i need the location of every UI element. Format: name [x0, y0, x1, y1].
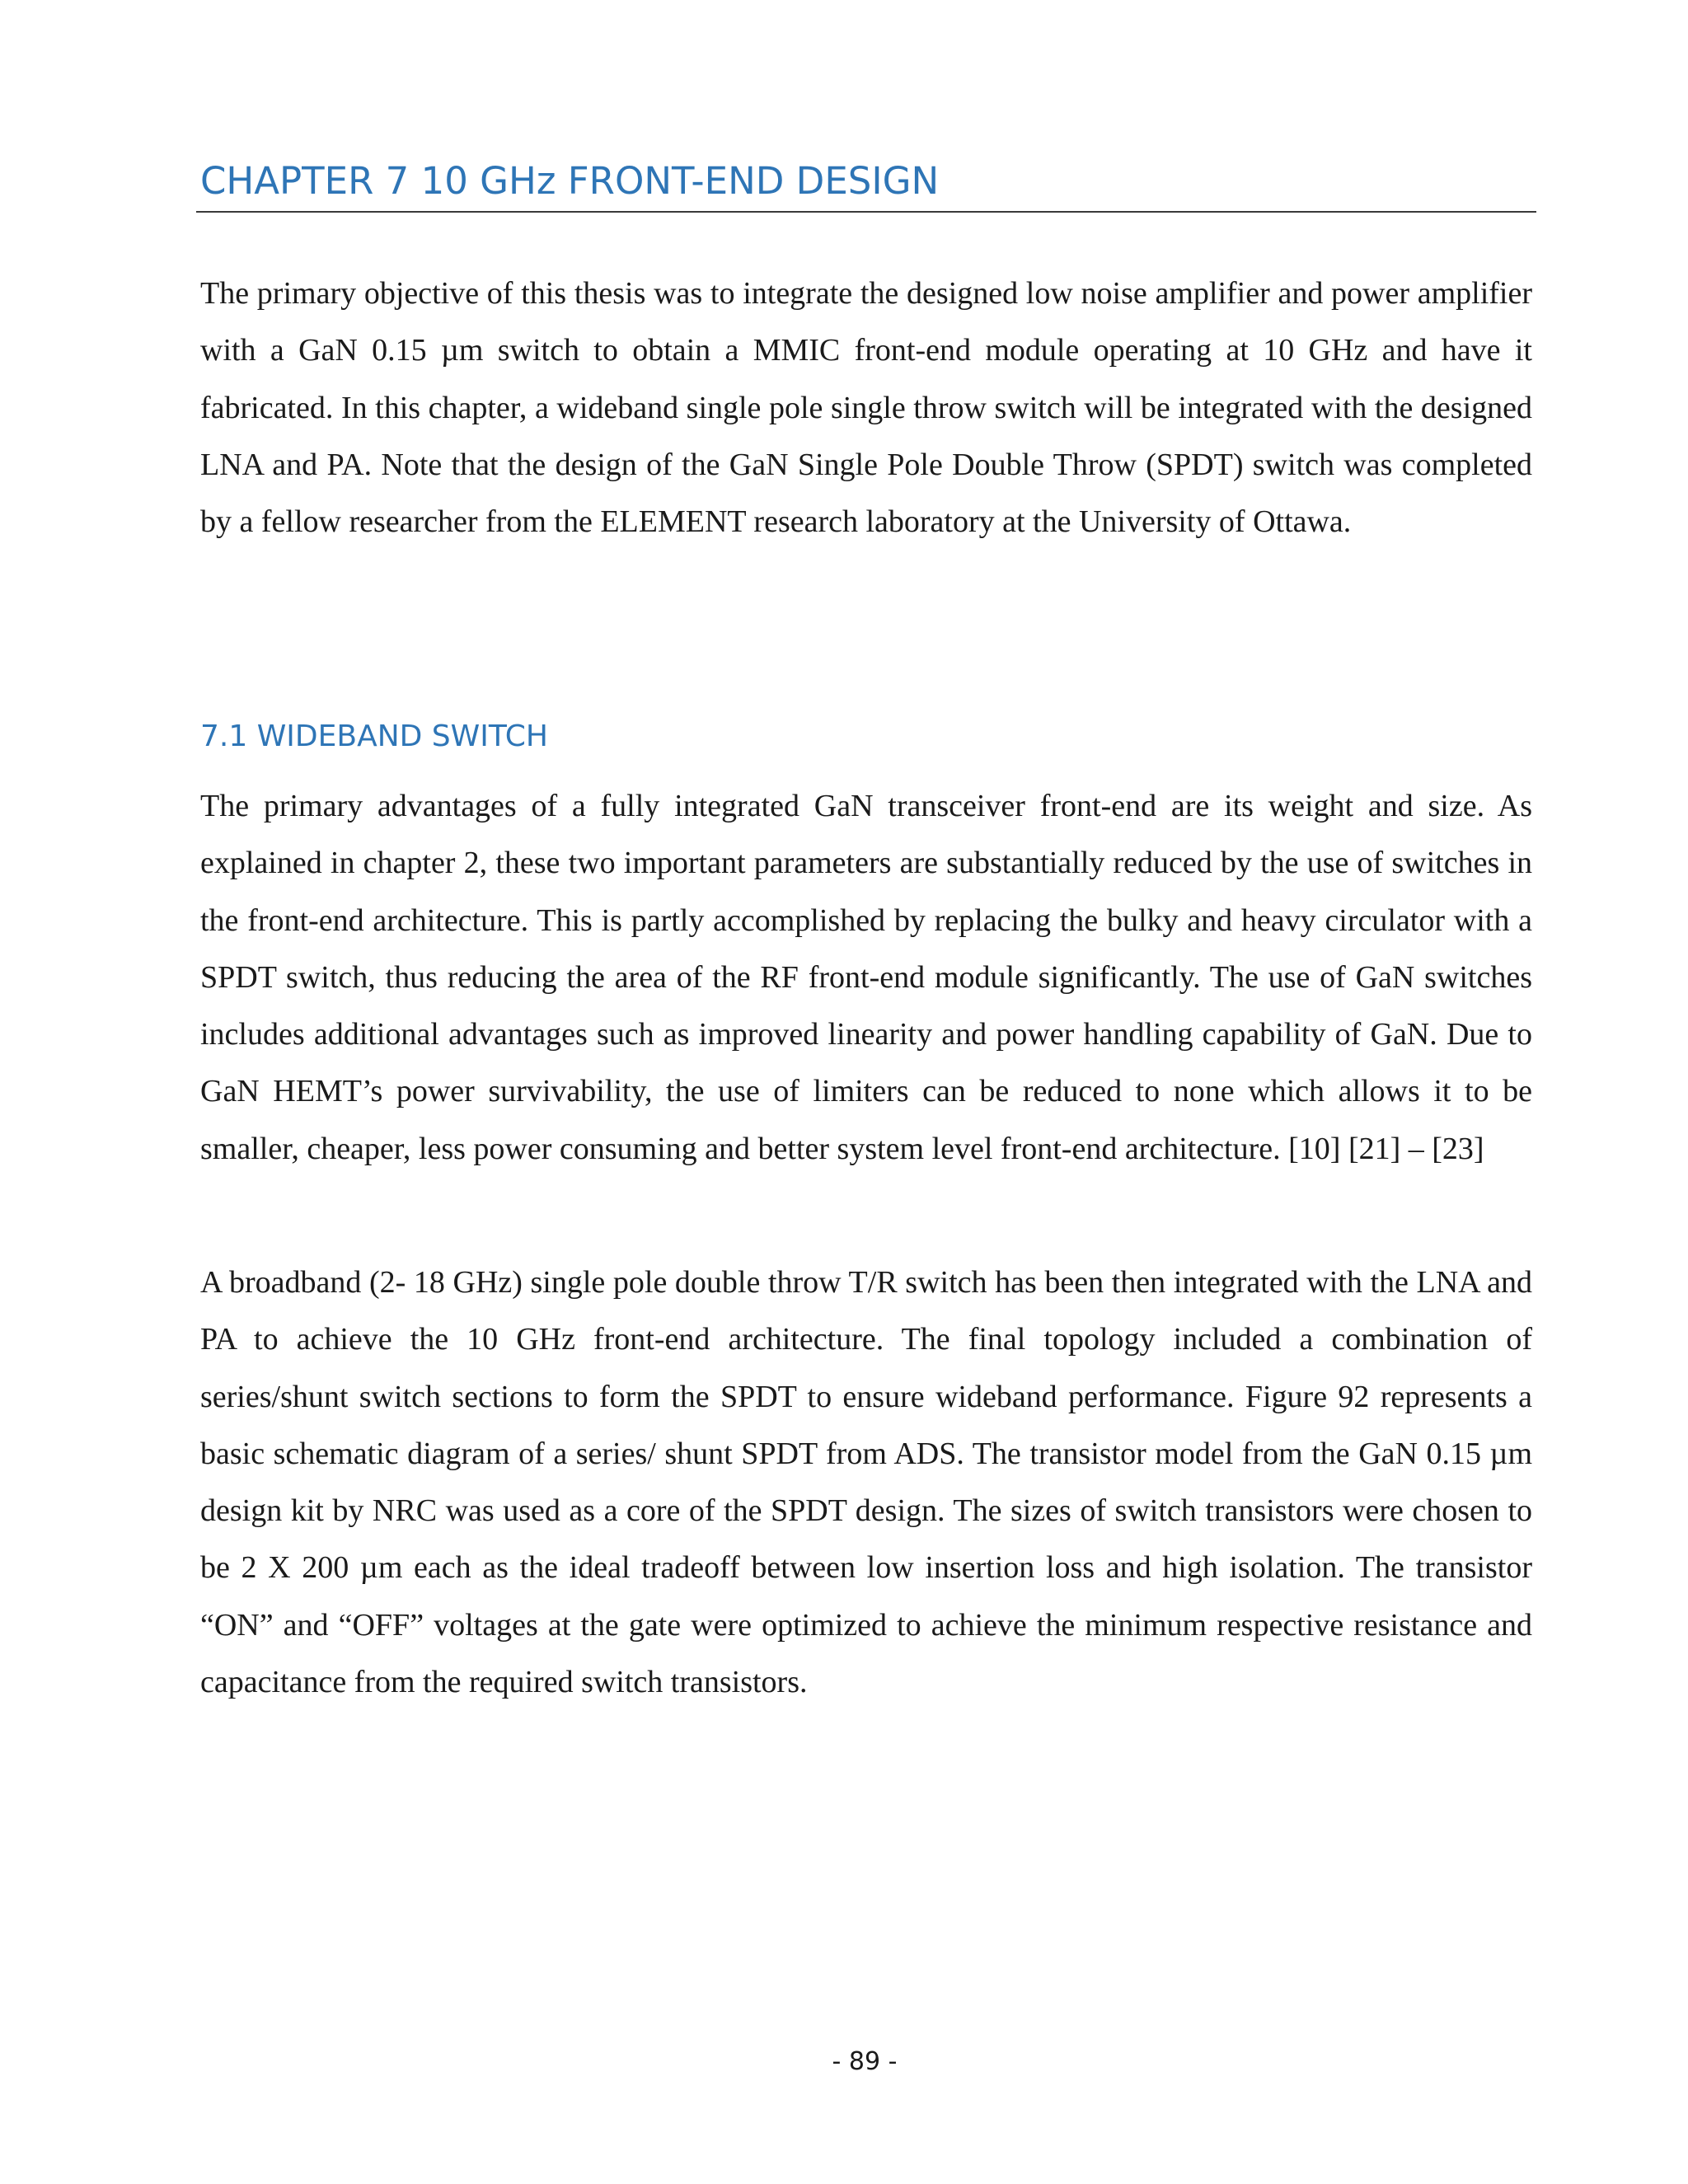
- chapter-title: CHAPTER 7 10 GHz FRONT-END DESIGN: [200, 159, 940, 203]
- section-heading: 7.1 WIDEBAND SWITCH: [200, 719, 548, 753]
- intro-paragraph: The primary objective of this thesis was to integrate the designed low noise amplifier and power amplifier with a GaN 0.15 µm switch to obtain a MMIC front-end module operating at 10 GHz and have it fabricated. In this chapter, a wideband single pole single throw switch will be integrated with the designed LNA and PA. Note that the design of the GaN Single Pole Double Throw (SPDT) switch was completed by a fellow researcher from the ELEMENT research laboratory at the University of Ottawa.: [200, 276, 1532, 540]
- page-number: - 89 -: [832, 2047, 898, 2076]
- section-paragraph-2: A broadband (2- 18 GHz) single pole double throw T/R switch has been then integrated with the LNA and PA to achieve the 10 GHz front-end architecture. The final topology included a combination of series/shunt switch sections to form the SPDT to ensure wideband performance. Figure 92 represents a basic schematic diagram of a series/ shunt SPDT from ADS. The transistor model from the GaN 0.15 µm design kit by NRC was used as a core of the SPDT design. The sizes of switch transistors were chosen to be 2 X 200 µm each as the ideal tradeoff between low insertion loss and high isolation. The transistor “ON” and “OFF” voltages at the gate were optimized to achieve the minimum respective resistance and capacitance from the required switch transistors.: [200, 1265, 1532, 1700]
- section-paragraph-1: The primary advantages of a fully integrated GaN transceiver front-end are its weight and size. As explained in chapter 2, these two important parameters are substantially reduced by the use of switches in the front-end architecture. This is partly accomplished by replacing the bulky and heavy circulator with a SPDT switch, thus reducing the area of the RF front-end module significantly. The use of GaN switches includes additional advantages such as improved linearity and power handling capability of GaN. Due to GaN HEMT’s power survivability, the use of limiters can be reduced to none which allows it to be smaller, cheaper, less power consuming and better system level front-end architecture. [10] [21] – [23]: [200, 789, 1532, 1166]
- title-underline-rule: [196, 211, 1536, 213]
